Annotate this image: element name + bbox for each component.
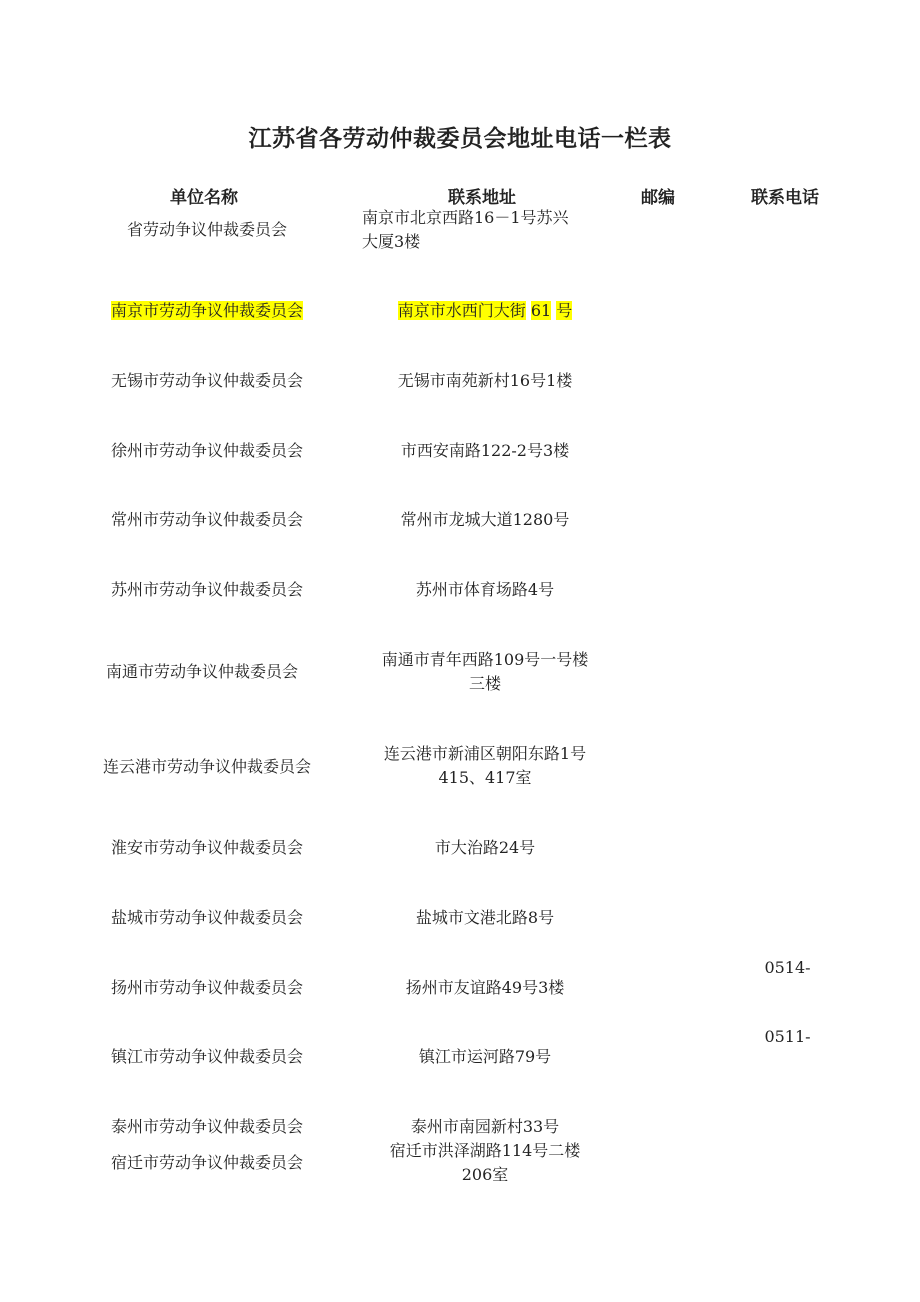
unit-name: 南通市劳动争议仲裁委员会 (105, 662, 298, 681)
address: 常州市龙城大道1280号 (400, 510, 570, 529)
address: 南京市北京西路16－1号苏兴 (362, 208, 569, 227)
unit-name: 常州市劳动争议仲裁委员会 (110, 510, 303, 529)
address: 盐城市文港北路8号 (415, 908, 555, 927)
highlighted-text: 南京市劳动争议仲裁委员会 (110, 301, 303, 320)
address: 宿迁市洪泽湖路114号二楼 (389, 1141, 581, 1160)
address: 415、417室 (438, 768, 532, 787)
address: 镇江市运河路79号 (418, 1047, 552, 1066)
unit-name: 省劳动争议仲裁委员会 (126, 220, 287, 239)
highlighted-text: 南京市水西门大街 (397, 301, 526, 320)
address: 大厦3楼 (362, 232, 421, 251)
unit-name: 苏州市劳动争议仲裁委员会 (110, 580, 303, 599)
address: 苏州市体育场路4号 (415, 580, 555, 599)
page-title: 江苏省各劳动仲裁委员会地址电话一栏表 (248, 125, 672, 152)
address: 市大治路24号 (434, 838, 536, 857)
address: 市西安南路122-2号3楼 (400, 441, 570, 460)
unit-name: 扬州市劳动争议仲裁委员会 (110, 978, 303, 997)
unit-name: 镇江市劳动争议仲裁委员会 (110, 1047, 303, 1066)
address: 无锡市南苑新村16号1楼 (397, 371, 573, 390)
phone: 0514- (764, 958, 811, 977)
unit-name: 连云港市劳动争议仲裁委员会 (102, 757, 311, 776)
highlighted-text: 61 (530, 301, 552, 320)
unit-name: 盐城市劳动争议仲裁委员会 (110, 908, 303, 927)
address: 三楼 (468, 674, 501, 693)
unit-name: 宿迁市劳动争议仲裁委员会 (110, 1153, 303, 1172)
unit-name: 淮安市劳动争议仲裁委员会 (110, 838, 303, 857)
unit-name (75, 299, 339, 323)
header-address: 联系地址 (448, 188, 516, 208)
highlighted-text: 号 (556, 301, 573, 320)
header-phone: 联系电话 (751, 188, 819, 208)
address: 泰州市南园新村33号 (410, 1117, 560, 1136)
header-postcode: 邮编 (641, 188, 675, 208)
address: 连云港市新浦区朝阳东路1号 (383, 744, 587, 763)
address: 扬州市友谊路49号3楼 (405, 978, 565, 997)
address: 南通市青年西路109号一号楼 (381, 650, 589, 669)
unit-name: 无锡市劳动争议仲裁委员会 (110, 371, 303, 390)
unit-name: 徐州市劳动争议仲裁委员会 (110, 441, 303, 460)
phone: 0511- (764, 1027, 811, 1046)
header-name: 单位名称 (170, 188, 238, 208)
address: 206室 (461, 1165, 509, 1184)
address (355, 299, 615, 323)
unit-name: 泰州市劳动争议仲裁委员会 (110, 1117, 303, 1136)
